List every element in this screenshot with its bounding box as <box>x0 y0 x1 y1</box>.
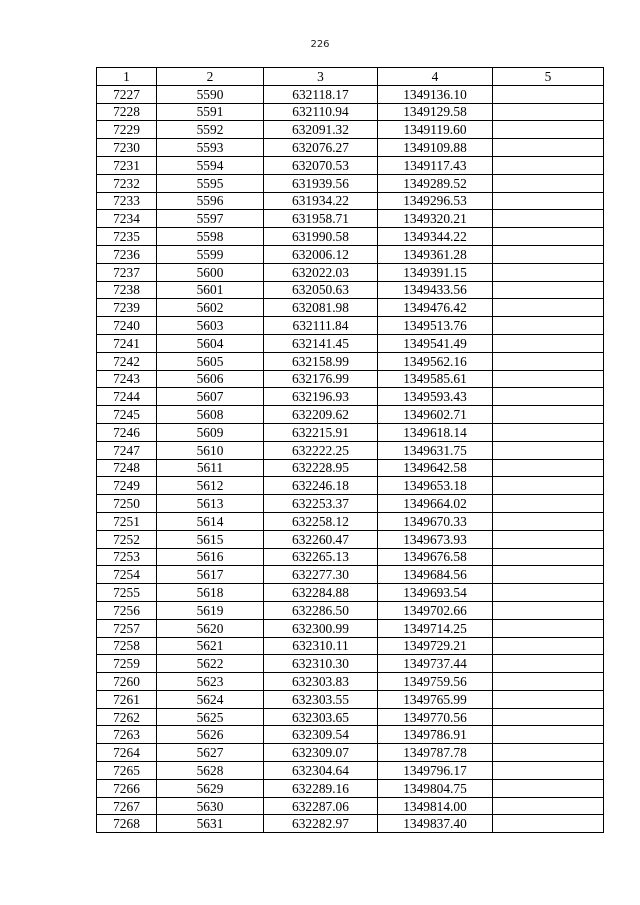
table-cell: 5617 <box>157 566 264 584</box>
table-row <box>97 281 604 299</box>
table-body <box>97 85 604 832</box>
table-cell: 5600 <box>157 263 264 281</box>
table-row <box>97 690 604 708</box>
table-cell: 7254 <box>97 566 157 584</box>
table-cell: 7258 <box>97 637 157 655</box>
table-cell: 7240 <box>97 317 157 335</box>
table-cell: 631958.71 <box>264 210 378 228</box>
table-cell: 5601 <box>157 281 264 299</box>
table-cell: 1349653.18 <box>378 477 493 495</box>
column-header: 4 <box>378 68 493 86</box>
table-cell: 5596 <box>157 192 264 210</box>
table-cell: 7268 <box>97 815 157 833</box>
table-row <box>97 103 604 121</box>
table-cell: 1349673.93 <box>378 530 493 548</box>
table-cell: 7247 <box>97 441 157 459</box>
table-row <box>97 673 604 691</box>
table-cell: 632141.45 <box>264 334 378 352</box>
table-cell: 1349737.44 <box>378 655 493 673</box>
table-cell: 1349585.61 <box>378 370 493 388</box>
table-cell <box>493 103 604 121</box>
table-cell: 632277.30 <box>264 566 378 584</box>
table-row <box>97 317 604 335</box>
table-cell: 631934.22 <box>264 192 378 210</box>
table-cell: 7244 <box>97 388 157 406</box>
table-row <box>97 762 604 780</box>
table-cell: 5619 <box>157 601 264 619</box>
table-cell: 1349729.21 <box>378 637 493 655</box>
table-cell: 1349642.58 <box>378 459 493 477</box>
table-cell: 1349714.25 <box>378 619 493 637</box>
table-cell: 7232 <box>97 174 157 192</box>
table-cell: 5593 <box>157 139 264 157</box>
table-cell: 7233 <box>97 192 157 210</box>
table-cell <box>493 406 604 424</box>
table-cell: 1349837.40 <box>378 815 493 833</box>
table-cell: 632282.97 <box>264 815 378 833</box>
table-cell: 1349391.15 <box>378 263 493 281</box>
table-cell: 7227 <box>97 85 157 103</box>
table-cell: 1349786.91 <box>378 726 493 744</box>
table-cell: 7237 <box>97 263 157 281</box>
table-cell: 5605 <box>157 352 264 370</box>
table-cell: 1349670.33 <box>378 512 493 530</box>
table-cell <box>493 762 604 780</box>
table-row <box>97 477 604 495</box>
table-cell: 7262 <box>97 708 157 726</box>
table-cell: 7264 <box>97 744 157 762</box>
table-cell: 632303.55 <box>264 690 378 708</box>
table-cell: 7228 <box>97 103 157 121</box>
table-row <box>97 85 604 103</box>
table-cell: 1349593.43 <box>378 388 493 406</box>
table-cell: 7242 <box>97 352 157 370</box>
table-cell <box>493 263 604 281</box>
table-cell <box>493 637 604 655</box>
table-cell: 632246.18 <box>264 477 378 495</box>
table-cell: 7263 <box>97 726 157 744</box>
table-cell: 7245 <box>97 406 157 424</box>
table-cell <box>493 744 604 762</box>
table-row <box>97 708 604 726</box>
table-cell: 632310.11 <box>264 637 378 655</box>
table-cell <box>493 334 604 352</box>
table-cell <box>493 370 604 388</box>
column-header: 1 <box>97 68 157 86</box>
table-cell: 1349119.60 <box>378 121 493 139</box>
column-header: 2 <box>157 68 264 86</box>
table-cell <box>493 192 604 210</box>
table-cell: 1349765.99 <box>378 690 493 708</box>
table-cell: 5599 <box>157 245 264 263</box>
table-row <box>97 334 604 352</box>
table-cell: 632265.13 <box>264 548 378 566</box>
table-cell: 1349759.56 <box>378 673 493 691</box>
table-cell: 7238 <box>97 281 157 299</box>
table-cell <box>493 85 604 103</box>
table-row <box>97 779 604 797</box>
table-row <box>97 601 604 619</box>
table-cell <box>493 690 604 708</box>
table-cell: 5622 <box>157 655 264 673</box>
table-cell <box>493 495 604 513</box>
table-row <box>97 352 604 370</box>
table-cell: 632260.47 <box>264 530 378 548</box>
table-cell: 632304.64 <box>264 762 378 780</box>
table-row <box>97 192 604 210</box>
table-cell: 632176.99 <box>264 370 378 388</box>
table-cell <box>493 139 604 157</box>
table-cell: 5626 <box>157 726 264 744</box>
table-cell: 632022.03 <box>264 263 378 281</box>
table-cell: 632309.07 <box>264 744 378 762</box>
table-cell: 7235 <box>97 228 157 246</box>
table-cell <box>493 797 604 815</box>
table-row <box>97 228 604 246</box>
table-cell: 7255 <box>97 584 157 602</box>
table-cell: 632222.25 <box>264 441 378 459</box>
table-cell: 7231 <box>97 156 157 174</box>
table-cell: 7265 <box>97 762 157 780</box>
table-cell: 1349361.28 <box>378 245 493 263</box>
table-cell: 1349320.21 <box>378 210 493 228</box>
table-cell: 632286.50 <box>264 601 378 619</box>
table-row <box>97 512 604 530</box>
table-row <box>97 156 604 174</box>
table-cell: 5592 <box>157 121 264 139</box>
table-cell: 7253 <box>97 548 157 566</box>
table-cell: 1349433.56 <box>378 281 493 299</box>
table-cell: 632158.99 <box>264 352 378 370</box>
table-cell: 632091.32 <box>264 121 378 139</box>
table-cell: 1349289.52 <box>378 174 493 192</box>
table-cell: 631990.58 <box>264 228 378 246</box>
table-cell: 632303.65 <box>264 708 378 726</box>
table-cell: 632118.17 <box>264 85 378 103</box>
table-cell: 5610 <box>157 441 264 459</box>
table-cell: 1349562.16 <box>378 352 493 370</box>
table-cell: 7246 <box>97 423 157 441</box>
table-cell <box>493 619 604 637</box>
table-cell: 5616 <box>157 548 264 566</box>
table-cell <box>493 601 604 619</box>
table-cell: 5604 <box>157 334 264 352</box>
table-row <box>97 548 604 566</box>
table-cell: 7266 <box>97 779 157 797</box>
table-row <box>97 530 604 548</box>
table-cell: 7260 <box>97 673 157 691</box>
table-cell: 5609 <box>157 423 264 441</box>
table-cell <box>493 779 604 797</box>
table-cell <box>493 655 604 673</box>
table-cell: 5628 <box>157 762 264 780</box>
table-cell: 1349136.10 <box>378 85 493 103</box>
table-cell: 7267 <box>97 797 157 815</box>
table-cell: 632287.06 <box>264 797 378 815</box>
table-cell: 5611 <box>157 459 264 477</box>
table-cell: 7243 <box>97 370 157 388</box>
table-cell: 632303.83 <box>264 673 378 691</box>
table-cell: 5607 <box>157 388 264 406</box>
table-cell <box>493 441 604 459</box>
table-cell <box>493 281 604 299</box>
table-row <box>97 584 604 602</box>
table-cell <box>493 815 604 833</box>
table-cell: 632050.63 <box>264 281 378 299</box>
table-cell: 5613 <box>157 495 264 513</box>
table-row <box>97 566 604 584</box>
table-row <box>97 655 604 673</box>
table-cell: 5623 <box>157 673 264 691</box>
table-cell: 5614 <box>157 512 264 530</box>
table-cell: 1349770.56 <box>378 708 493 726</box>
column-header: 3 <box>264 68 378 86</box>
table-cell: 1349702.66 <box>378 601 493 619</box>
table-row <box>97 495 604 513</box>
table-cell: 632258.12 <box>264 512 378 530</box>
table-row <box>97 263 604 281</box>
table-row <box>97 619 604 637</box>
table-cell: 1349296.53 <box>378 192 493 210</box>
table-cell: 7252 <box>97 530 157 548</box>
table-cell: 5625 <box>157 708 264 726</box>
table-cell: 632310.30 <box>264 655 378 673</box>
table-cell: 1349109.88 <box>378 139 493 157</box>
table-cell: 632196.93 <box>264 388 378 406</box>
coordinates-table <box>96 67 604 833</box>
table-row <box>97 245 604 263</box>
table-cell: 1349664.02 <box>378 495 493 513</box>
table-cell: 1349541.49 <box>378 334 493 352</box>
table-cell: 7249 <box>97 477 157 495</box>
table-cell: 632070.53 <box>264 156 378 174</box>
table-cell: 1349676.58 <box>378 548 493 566</box>
table-row <box>97 797 604 815</box>
table-cell <box>493 121 604 139</box>
table-cell <box>493 673 604 691</box>
table-cell <box>493 726 604 744</box>
table-cell: 5631 <box>157 815 264 833</box>
table-cell: 7239 <box>97 299 157 317</box>
table-cell: 5627 <box>157 744 264 762</box>
table-cell: 1349513.76 <box>378 317 493 335</box>
table-cell <box>493 228 604 246</box>
table-cell: 632006.12 <box>264 245 378 263</box>
table-cell: 5606 <box>157 370 264 388</box>
table-cell: 7257 <box>97 619 157 637</box>
table-cell <box>493 423 604 441</box>
table-cell <box>493 388 604 406</box>
table-cell <box>493 548 604 566</box>
table-cell: 632309.54 <box>264 726 378 744</box>
table-cell: 5620 <box>157 619 264 637</box>
table-cell: 7256 <box>97 601 157 619</box>
table-cell: 5624 <box>157 690 264 708</box>
table-cell: 1349344.22 <box>378 228 493 246</box>
table-row <box>97 370 604 388</box>
table-cell: 5590 <box>157 85 264 103</box>
table-cell: 632111.84 <box>264 317 378 335</box>
table-cell <box>493 156 604 174</box>
table-cell: 1349796.17 <box>378 762 493 780</box>
table-cell <box>493 566 604 584</box>
table-cell: 1349129.58 <box>378 103 493 121</box>
table-row <box>97 299 604 317</box>
table-cell: 5598 <box>157 228 264 246</box>
table-cell: 1349684.56 <box>378 566 493 584</box>
table-cell: 1349117.43 <box>378 156 493 174</box>
table-cell: 7250 <box>97 495 157 513</box>
table-cell: 7229 <box>97 121 157 139</box>
table-row <box>97 388 604 406</box>
table-cell: 1349693.54 <box>378 584 493 602</box>
table-cell <box>493 174 604 192</box>
table-cell: 632209.62 <box>264 406 378 424</box>
table-cell: 632253.37 <box>264 495 378 513</box>
table-cell: 5608 <box>157 406 264 424</box>
table-cell <box>493 245 604 263</box>
table-cell <box>493 210 604 228</box>
table-cell: 632215.91 <box>264 423 378 441</box>
table-row <box>97 423 604 441</box>
table-row <box>97 139 604 157</box>
table-cell: 5621 <box>157 637 264 655</box>
table-cell <box>493 512 604 530</box>
column-header: 5 <box>493 68 604 86</box>
table-cell: 5591 <box>157 103 264 121</box>
table-cell: 1349787.78 <box>378 744 493 762</box>
table-cell: 5603 <box>157 317 264 335</box>
table-row <box>97 726 604 744</box>
table-cell: 5595 <box>157 174 264 192</box>
table-cell: 632081.98 <box>264 299 378 317</box>
table-cell: 632110.94 <box>264 103 378 121</box>
table-row <box>97 121 604 139</box>
table-row <box>97 637 604 655</box>
table-cell: 7259 <box>97 655 157 673</box>
table-cell: 5602 <box>157 299 264 317</box>
table-cell: 7234 <box>97 210 157 228</box>
table-cell: 5630 <box>157 797 264 815</box>
table-cell: 5612 <box>157 477 264 495</box>
table-cell: 7241 <box>97 334 157 352</box>
table-cell: 1349602.71 <box>378 406 493 424</box>
table-cell: 1349804.75 <box>378 779 493 797</box>
table-cell <box>493 530 604 548</box>
table-cell <box>493 317 604 335</box>
table-cell: 632228.95 <box>264 459 378 477</box>
table-cell: 1349631.75 <box>378 441 493 459</box>
table-cell: 5594 <box>157 156 264 174</box>
table-cell: 5597 <box>157 210 264 228</box>
table-cell: 632284.88 <box>264 584 378 602</box>
table-cell <box>493 352 604 370</box>
table-cell: 1349476.42 <box>378 299 493 317</box>
table-cell: 1349814.00 <box>378 797 493 815</box>
table-cell: 5629 <box>157 779 264 797</box>
table-cell: 7251 <box>97 512 157 530</box>
table-cell: 7236 <box>97 245 157 263</box>
table-row <box>97 815 604 833</box>
table-row <box>97 744 604 762</box>
table-cell <box>493 477 604 495</box>
table-row <box>97 174 604 192</box>
table-row <box>97 210 604 228</box>
table-row <box>97 406 604 424</box>
table-cell: 5618 <box>157 584 264 602</box>
table-cell: 632076.27 <box>264 139 378 157</box>
table-row <box>97 459 604 477</box>
table-cell: 7248 <box>97 459 157 477</box>
table-cell <box>493 299 604 317</box>
table-cell <box>493 584 604 602</box>
table-cell: 7230 <box>97 139 157 157</box>
table-cell: 631939.56 <box>264 174 378 192</box>
table-cell: 1349618.14 <box>378 423 493 441</box>
table-header-row <box>97 68 604 86</box>
table-cell: 632300.99 <box>264 619 378 637</box>
table-cell <box>493 708 604 726</box>
table-cell: 632289.16 <box>264 779 378 797</box>
table-cell <box>493 459 604 477</box>
table-row <box>97 441 604 459</box>
table-cell: 7261 <box>97 690 157 708</box>
table-cell: 5615 <box>157 530 264 548</box>
page-number: 226 <box>310 39 330 50</box>
